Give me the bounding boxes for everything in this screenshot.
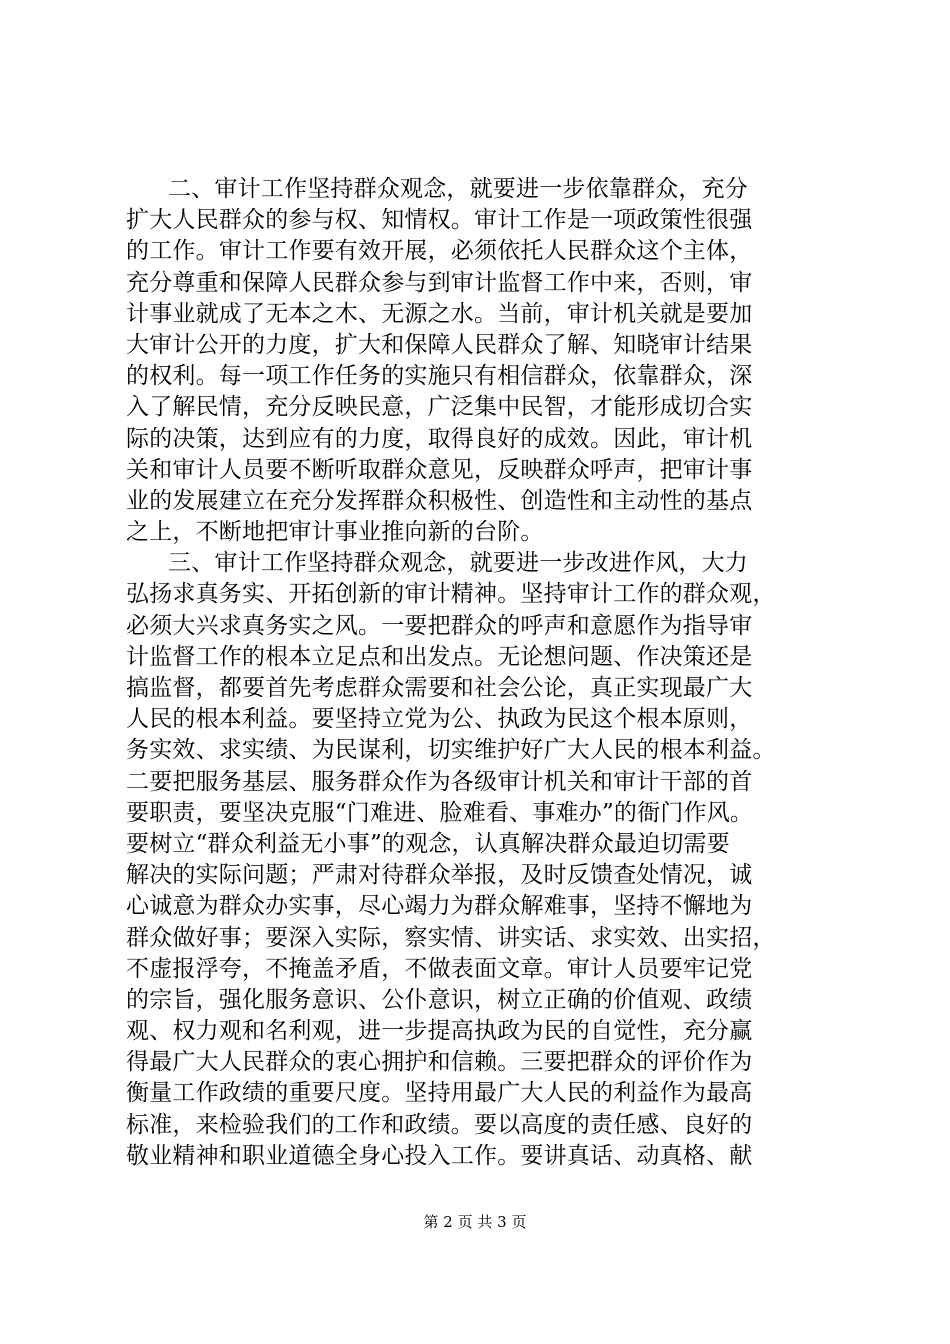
text-line: 得最广大人民群众的衷心拥护和信赖。三要把群众的评价作为: [126, 1049, 753, 1076]
text-line: 二、审计工作坚持群众观念，就要进一步依靠群众，充分: [168, 176, 748, 202]
page-number-footer: 第 2 页 共 3 页: [423, 1213, 527, 1231]
text-line: 标准，来检验我们的工作和政绩。要以高度的责任感、良好的: [126, 1111, 753, 1138]
paragraph-2: [126, 174, 846, 548]
text-line: 务实效、求实绩、为民谋利，切实维护好广大人民的根本利益。: [126, 737, 776, 764]
text-line: 二要把服务基层、服务群众作为各级审计机关和审计干部的首: [126, 768, 753, 795]
text-line: 解决的实际问题；严肃对待群众举报，及时反馈查处情况，诚: [126, 862, 753, 889]
text-line: 大审计公开的力度，扩大和保障人民群众了解、知晓审计结果: [126, 331, 753, 358]
text-line: 的宗旨，强化服务意识、公仆意识，树立正确的价值观、政绩: [126, 986, 753, 1013]
text-line: 业的发展建立在充分发挥群众积极性、创造性和主动性的基点: [126, 487, 753, 514]
text-line: 要树立“群众利益无小事”的观念，认真解决群众最迫切需要: [126, 830, 730, 857]
text-line: 要职责，要坚决克服“门难进、脸难看、事难办”的衙门作风。: [126, 799, 754, 826]
paragraph-3: [126, 548, 846, 1172]
text-line: 群众做好事；要深入实际，察实情、讲实话、求实效、出实招，: [126, 924, 776, 951]
text-line: 搞监督，都要首先考虑群众需要和社会公论，真正实现最广大: [126, 675, 753, 701]
document-body: [126, 174, 846, 1172]
text-line: 三、审计工作坚持群众观念，就要进一步改进作风，大力: [168, 550, 748, 577]
text-line: 心诚意为群众办实事，尽心竭力为群众解难事，坚持不懈地为: [126, 893, 753, 920]
text-line: 充分尊重和保障人民群众参与到审计监督工作中来，否则，审: [126, 269, 753, 296]
text-line: 扩大人民群众的参与权、知情权。审计工作是一项政策性很强: [126, 207, 753, 234]
text-line: 计事业就成了无本之木、无源之水。当前，审计机关就是要加: [126, 300, 753, 327]
text-line: 人民的根本利益。要坚持立党为公、执政为民这个根本原则，: [126, 706, 753, 733]
text-line: 弘扬求真务实、开拓创新的审计精神。坚持审计工作的群众观，: [126, 581, 776, 608]
text-line: 际的决策，达到应有的力度，取得良好的成效。因此，审计机: [126, 425, 753, 452]
text-line: 必须大兴求真务实之风。一要把群众的呼声和意愿作为指导审: [126, 612, 753, 639]
text-line: 敬业精神和职业道德全身心投入工作。要讲真话、动真格、献: [126, 1142, 753, 1169]
text-line: 之上，不断地把审计事业推向新的台阶。: [126, 519, 544, 546]
text-line: 的权利。每一项工作任务的实施只有相信群众，依靠群众，深: [126, 363, 753, 390]
text-line: 关和审计人员要不断听取群众意见，反映群众呼声，把审计事: [126, 456, 753, 483]
text-line: 入了解民情，充分反映民意，广泛集中民智，才能形成切合实: [126, 394, 753, 421]
text-line: 计监督工作的根本立足点和出发点。无论想问题、作决策还是: [126, 643, 753, 670]
text-line: 不虚报浮夸，不掩盖矛盾，不做表面文章。审计人员要牢记党: [126, 955, 753, 982]
text-line: 的工作。审计工作要有效开展，必须依托人民群众这个主体，: [126, 238, 753, 265]
text-line: 观、权力观和名利观，进一步提高执政为民的自觉性，充分赢: [126, 1018, 753, 1045]
text-line: 衡量工作政绩的重要尺度。坚持用最广大人民的利益作为最高: [126, 1080, 753, 1107]
